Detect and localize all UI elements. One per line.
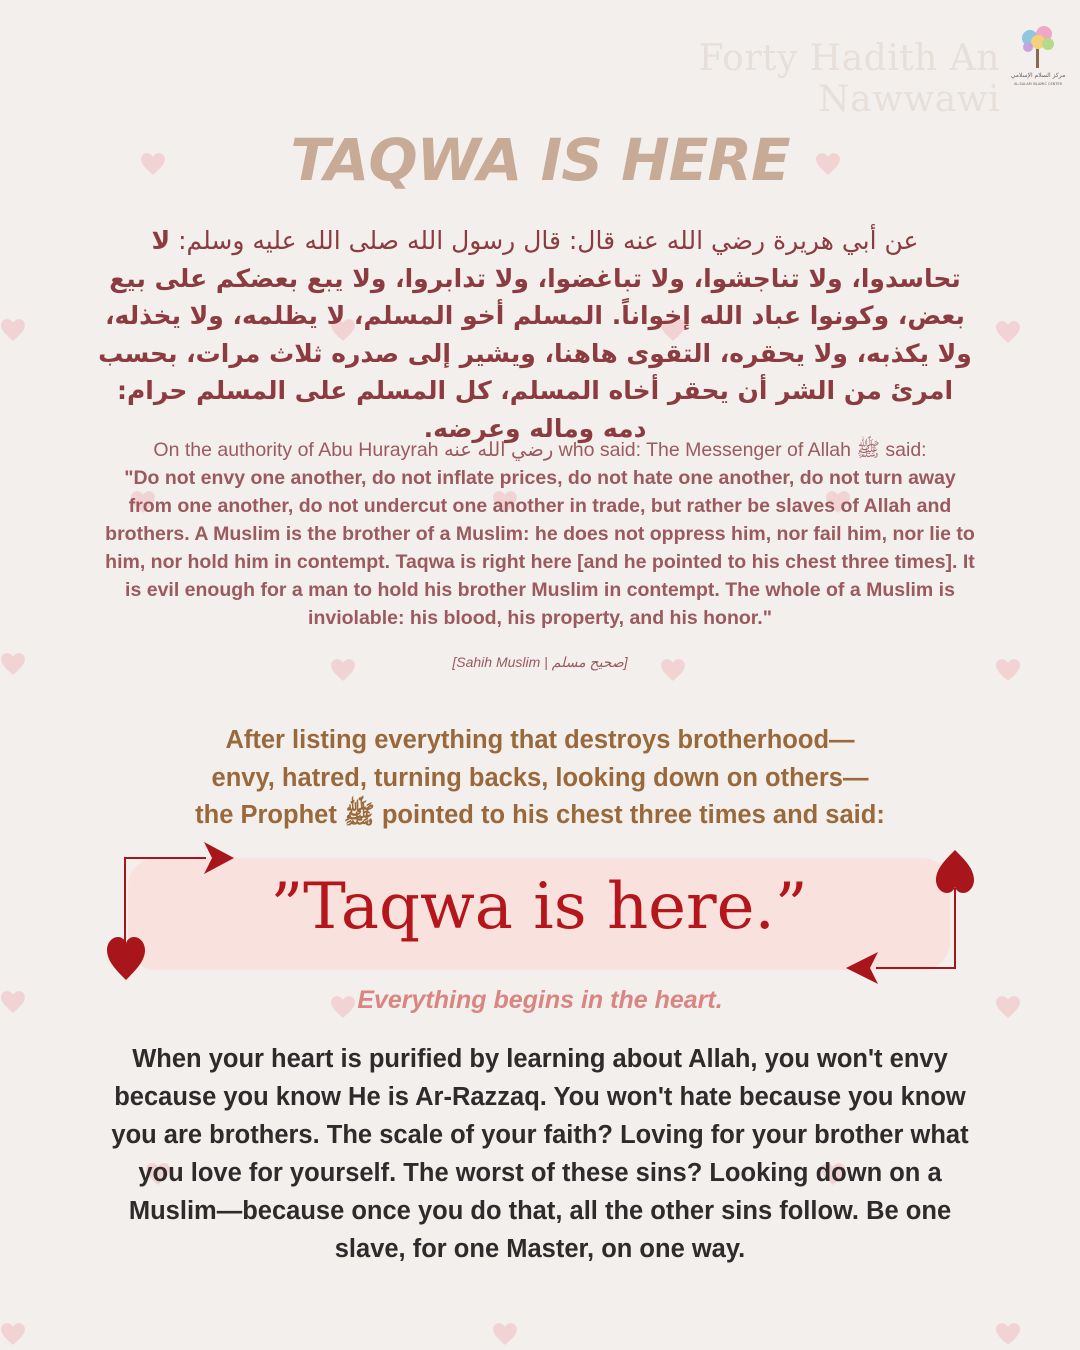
arabic-hadith — [96, 222, 974, 447]
center-logo — [1008, 22, 1068, 90]
subheading: Everything begins in the heart. — [357, 986, 723, 1014]
page-title: TAQWA IS HERE — [290, 126, 790, 194]
arabic-intro: عن أبي هريرة رضي الله عنه قال: قال رسول الله صلى الله عليه وسلم: — [170, 226, 919, 255]
series-title: Forty Hadith An Nawwawi — [698, 38, 1000, 120]
tree-logo-icon — [1008, 22, 1068, 72]
logo-text: مركز السلام الإسلامي — [1010, 72, 1066, 79]
hadith-source: [Sahih Muslim | صحيح مسلم] — [452, 654, 628, 670]
lead-line: the Prophet ﷺ pointed to his chest three times and said: — [195, 801, 885, 829]
arabic-hadith-text: لا تحاسدوا، ولا تناجشوا، ولا تباغضوا، ولا تدابروا، ولا يبع بعضكم على بيع بعض، وكونوا عباد الله إخواناً. المسلم أخو المسلم، لا يظلمه، ولا يخذله، ولا يكذبه، ولا يحقره، التقوى هاهنا، ويشير إلى صدره ثلاث مرات، بحسب امرئ من الشر أن يحقر أخاه المسلم، كل المسلم على المسلم حرام: دمه وماله وعرضه. — [98, 226, 972, 443]
background-heart-icon — [995, 1322, 1021, 1346]
reflection-paragraph: When your heart is purified by learning about Allah, you won't envy because you know He is Ar-Razzaq. You won't hate because you know you are brothers. The scale of your faith? Loving for your brother what you love for yourself. The worst of these sins? Looking down on a Muslim—because once you do that, all the other sins follow. Be one slave, for one Master, on one way. — [111, 1045, 969, 1263]
english-hadith-text: "Do not envy one another, do not inflate prices, do not hate one another, do not turn away from one another, do not undercut one another in trade, but rather be slaves of Allah and brothers. A Muslim is the brother of a Muslim: he does not oppress him, nor fail him, nor lie to him, nor hold him in contempt. Taqwa is right here [and he pointed to his chest three times]. It is evil enough for a man to hold his brother Muslim in contempt. The whole of a Muslim is inviolable: his blood, his property, and his honor." — [105, 467, 975, 629]
english-intro: On the authority of Abu Hurayrah رضي الله عنه who said: The Messenger of Allah ﷺ said: — [153, 439, 927, 461]
background-heart-icon — [492, 1322, 518, 1346]
lead-line: After listing everything that destroys brotherhood— — [225, 726, 855, 754]
background-heart-icon — [995, 320, 1021, 344]
english-translation — [100, 436, 980, 632]
lead-in-text — [90, 722, 990, 835]
logo-subtext: AL-SALAM ISLAMIC CENTER — [1013, 82, 1063, 86]
lead-line: envy, hatred, turning backs, looking down on others— — [211, 763, 869, 792]
highlight-quote: ”Taqwa is here.” — [270, 870, 808, 944]
background-heart-icon — [0, 318, 26, 342]
background-heart-icon — [0, 1322, 26, 1346]
